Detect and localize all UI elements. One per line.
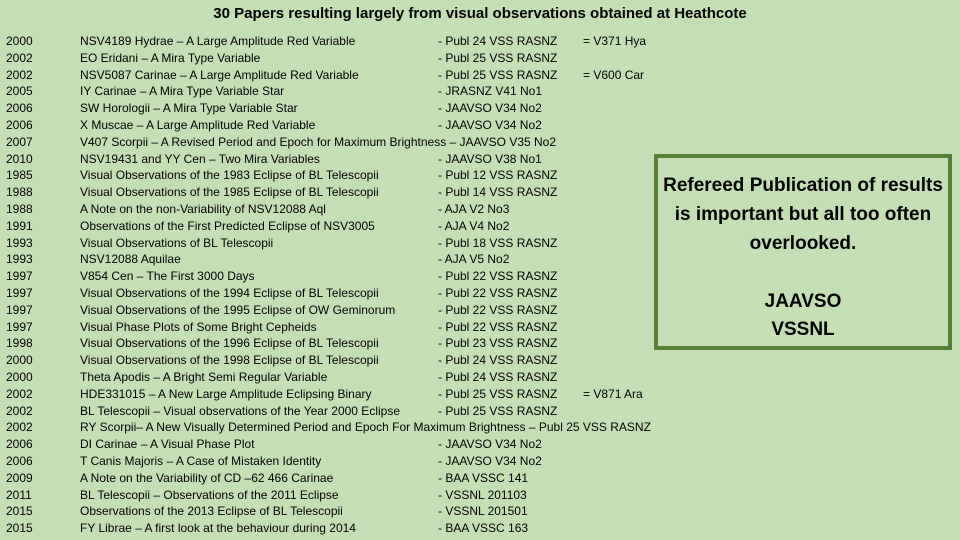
paper-year: 1998: [6, 336, 33, 351]
paper-title: RY Scorpii– A New Visually Determined Period and Epoch For Maximum Brightness – Publ 25 VSS RASNZ: [80, 420, 651, 435]
paper-year: 2015: [6, 521, 33, 536]
paper-title: NSV19431 and YY Cen – Two Mira Variables: [80, 151, 320, 166]
paper-row: [0, 134, 960, 151]
paper-row: [0, 470, 960, 487]
paper-row: [0, 67, 960, 84]
paper-row: [0, 352, 960, 369]
paper-title: Visual Observations of the 1983 Eclipse of BL Telescopii: [80, 168, 379, 183]
paper-publication: - Publ 24 VSS RASNZ: [438, 369, 558, 384]
paper-year: 2006: [6, 437, 33, 452]
paper-title: T Canis Majoris – A Case of Mistaken Identity: [80, 453, 322, 468]
callout-journal-vssnl: VSSNL: [771, 319, 835, 340]
paper-publication: - Publ 22 VSS RASNZ: [438, 302, 558, 317]
paper-year: 1993: [6, 235, 33, 250]
paper-publication: - JAAVSO V34 No2: [438, 117, 542, 132]
paper-year: 2006: [6, 101, 33, 116]
paper-publication: - Publ 23 VSS RASNZ: [438, 336, 558, 351]
paper-row: [0, 403, 960, 420]
paper-year: 2000: [6, 353, 33, 368]
paper-publication: - Publ 12 VSS RASNZ: [438, 168, 558, 183]
paper-row: [0, 520, 960, 537]
paper-title: IY Carinae – A Mira Type Variable Star: [80, 84, 285, 99]
paper-row: [0, 100, 960, 117]
paper-year: 2006: [6, 453, 33, 468]
paper-year: 2007: [6, 134, 33, 149]
paper-row: [0, 453, 960, 470]
paper-year: 2002: [6, 386, 33, 401]
paper-publication: - BAA VSSC 163: [438, 521, 529, 536]
paper-title: SW Horologii – A Mira Type Variable Star: [80, 101, 298, 116]
paper-title: Visual Observations of the 1994 Eclipse of BL Telescopii: [80, 285, 379, 300]
paper-row: [0, 419, 960, 436]
paper-publication: - AJA V2 No3: [438, 201, 510, 216]
paper-title: HDE331015 – A New Large Amplitude Eclipsing Binary: [80, 386, 372, 401]
paper-publication: - JAAVSO V34 No2: [438, 101, 542, 116]
paper-year: 2002: [6, 403, 33, 418]
paper-year: 2010: [6, 151, 33, 166]
paper-row: [0, 487, 960, 504]
paper-designation: = V371 Hya: [583, 34, 647, 48]
callout-message: Refereed Publication of results is important but all too often overlooked.: [663, 175, 943, 254]
paper-publication: - JAAVSO V34 No2: [438, 453, 542, 468]
paper-title: EO Eridani – A Mira Type Variable: [80, 50, 261, 65]
paper-year: 1997: [6, 319, 33, 334]
paper-publication: - VSSNL 201103: [438, 487, 527, 502]
paper-year: 1985: [6, 168, 33, 183]
paper-row: [0, 386, 960, 403]
paper-row: [0, 369, 960, 386]
paper-year: 1997: [6, 285, 33, 300]
paper-row: [0, 33, 960, 50]
paper-year: 1991: [6, 218, 33, 233]
paper-title: NSV12088 Aquilae: [80, 252, 181, 267]
paper-title: FY Librae – A first look at the behaviour during 2014: [80, 521, 356, 536]
slide-title: 30 Papers resulting largely from visual observations obtained at Heathcote: [213, 5, 747, 22]
paper-publication: - Publ 22 VSS RASNZ: [438, 319, 558, 334]
paper-year: 2002: [6, 420, 33, 435]
paper-title: Visual Phase Plots of Some Bright Cepheids: [80, 319, 317, 334]
paper-publication: - BAA VSSC 141: [438, 470, 529, 485]
paper-year: 2006: [6, 117, 33, 132]
paper-year: 2009: [6, 470, 33, 485]
paper-publication: - AJA V5 No2: [438, 252, 510, 267]
paper-year: 1988: [6, 201, 33, 216]
paper-title: Theta Apodis – A Bright Semi Regular Variable: [80, 369, 328, 384]
paper-title: Observations of the First Predicted Eclipse of NSV3005: [80, 218, 375, 233]
paper-year: 1997: [6, 302, 33, 317]
paper-title: V407 Scorpii – A Revised Period and Epoch for Maximum Brightness – JAAVSO V35 No2: [80, 134, 557, 149]
paper-title: NSV5087 Carinae – A Large Amplitude Red Variable: [80, 67, 359, 82]
paper-title: A Note on the Variability of CD –62 466 Carinae: [80, 470, 334, 485]
paper-year: 2015: [6, 504, 33, 519]
paper-row: [0, 117, 960, 134]
paper-title: Visual Observations of the 1995 Eclipse of OW Geminorum: [80, 302, 396, 317]
paper-publication: - Publ 18 VSS RASNZ: [438, 235, 558, 250]
paper-year: 2000: [6, 34, 33, 48]
paper-publication: - Publ 22 VSS RASNZ: [438, 269, 558, 284]
paper-row: [0, 436, 960, 453]
paper-publication: - Publ 24 VSS RASNZ: [438, 34, 558, 48]
paper-publication: - JAAVSO V38 No1: [438, 151, 542, 166]
paper-publication: - VSSNL 201501: [438, 504, 528, 519]
paper-title: Visual Observations of the 1996 Eclipse of BL Telescopii: [80, 336, 379, 351]
paper-publication: - JRASNZ V41 No1: [438, 84, 543, 99]
paper-publication: - Publ 25 VSS RASNZ: [438, 386, 558, 401]
callout-journal-jaavso: JAAVSO: [764, 291, 842, 312]
paper-publication: - Publ 14 VSS RASNZ: [438, 185, 558, 200]
paper-title: Visual Observations of BL Telescopii: [80, 235, 274, 250]
paper-year: 2000: [6, 369, 33, 384]
paper-row: [0, 50, 960, 67]
paper-title: BL Telescopii – Visual observations of the Year 2000 Eclipse: [80, 403, 400, 418]
paper-row: [0, 503, 960, 520]
paper-publication: - JAAVSO V34 No2: [438, 437, 542, 452]
paper-year: 2005: [6, 84, 33, 99]
paper-year: 1993: [6, 252, 33, 267]
callout-box: [654, 154, 952, 350]
paper-year: 1997: [6, 269, 33, 284]
paper-publication: - Publ 25 VSS RASNZ: [438, 50, 558, 65]
paper-title: BL Telescopii – Observations of the 2011 Eclipse: [80, 487, 339, 502]
paper-title: NSV4189 Hydrae – A Large Amplitude Red Variable: [80, 34, 356, 48]
paper-publication: - Publ 25 VSS RASNZ: [438, 403, 558, 418]
paper-publication: - AJA V4 No2: [438, 218, 510, 233]
paper-title: V854 Cen – The First 3000 Days: [80, 269, 255, 284]
paper-designation: = V600 Car: [583, 67, 645, 82]
paper-year: 2002: [6, 67, 33, 82]
paper-year: 2002: [6, 50, 33, 65]
paper-year: 1988: [6, 185, 33, 200]
paper-title: Visual Observations of the 1985 Eclipse of BL Telescopii: [80, 185, 379, 200]
paper-title: Observations of the 2013 Eclipse of BL Telescopii: [80, 504, 343, 519]
paper-row: [0, 83, 960, 100]
paper-title: X Muscae – A Large Amplitude Red Variable: [80, 117, 316, 132]
paper-year: 2011: [6, 487, 32, 502]
paper-title: DI Carinae – A Visual Phase Plot: [80, 437, 255, 452]
paper-title: Visual Observations of the 1998 Eclipse of BL Telescopii: [80, 353, 379, 368]
paper-publication: - Publ 25 VSS RASNZ: [438, 67, 558, 82]
paper-publication: - Publ 22 VSS RASNZ: [438, 285, 558, 300]
paper-designation: = V871 Ara: [583, 386, 643, 401]
paper-title: A Note on the non-Variability of NSV12088 Aql: [80, 201, 326, 216]
paper-publication: - Publ 24 VSS RASNZ: [438, 353, 558, 368]
